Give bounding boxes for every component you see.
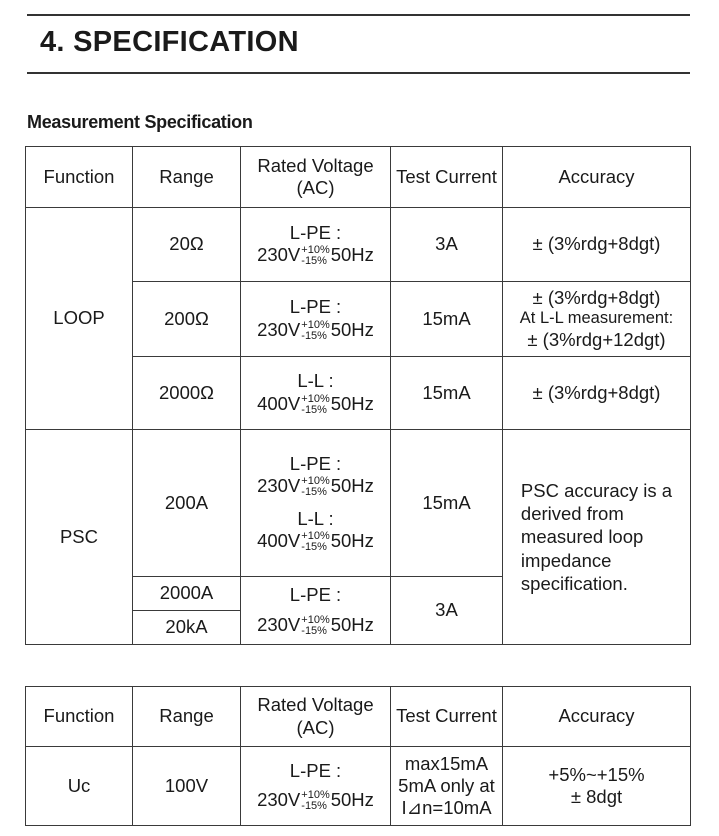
section-subtitle: Measurement Specification	[27, 112, 253, 132]
accuracy-line: ± (3%rdg+12dgt)	[527, 328, 666, 350]
range-cell: 2000A	[133, 577, 241, 611]
header-accuracy: Accuracy	[503, 147, 691, 208]
voltage-value: 230V +10% -15% 50Hz	[257, 474, 374, 498]
header-test-current: Test Current	[391, 687, 503, 747]
header-function: Function	[26, 147, 133, 208]
range-cell: 20kA	[133, 611, 241, 645]
rated-voltage-cell	[241, 430, 391, 577]
uc-spec-table	[25, 686, 691, 826]
range-cell: 100V	[133, 747, 241, 826]
header-rated-voltage: Rated Voltage (AC)	[241, 687, 391, 747]
accuracy-cell: ± (3%rdg+8dgt)	[503, 208, 691, 282]
accuracy-line: At L-L measurement:	[519, 309, 674, 328]
range-cell: 20Ω	[133, 208, 241, 282]
top-rule	[27, 14, 690, 16]
header-function: Function	[26, 687, 133, 747]
voltage-label: L-PE :	[289, 296, 342, 318]
voltage-label: L-L :	[297, 508, 334, 529]
voltage-value: 230V +10% -15% 50Hz	[257, 244, 374, 268]
test-current-cell: 15mA	[391, 430, 503, 577]
accuracy-line: ± 8dgt	[570, 786, 623, 807]
function-psc: PSC	[26, 430, 133, 645]
accuracy-line: +5%~+15%	[548, 763, 645, 785]
accuracy-cell	[503, 430, 691, 645]
header-test-current: Test Current	[391, 147, 503, 208]
rated-voltage-cell	[241, 747, 391, 826]
voltage-label: L-L :	[297, 370, 334, 392]
header-row	[26, 147, 691, 208]
function-uc: Uc	[26, 747, 133, 826]
range-cell: 200A	[133, 430, 241, 577]
current-line: max15mA	[404, 752, 489, 774]
measurement-spec-table	[25, 146, 691, 645]
voltage-value: 230V +10% -15% 50Hz	[257, 788, 374, 812]
rated-voltage-cell	[241, 208, 391, 282]
voltage-label: L-PE :	[289, 452, 342, 474]
current-line: 5mA only at	[398, 774, 495, 796]
function-loop: LOOP	[26, 208, 133, 430]
rated-voltage-cell	[241, 577, 391, 645]
range-cell: 2000Ω	[133, 357, 241, 430]
range-cell: 200Ω	[133, 282, 241, 357]
accuracy-cell	[503, 282, 691, 357]
current-line: I⊿n=10mA	[401, 797, 492, 819]
voltage-value: 400V +10% -15% 50Hz	[257, 530, 374, 554]
voltage-value: 230V +10% -15% 50Hz	[257, 614, 374, 638]
table-row	[26, 430, 691, 577]
rated-voltage-cell	[241, 282, 391, 357]
table-row	[26, 208, 691, 282]
accuracy-line: ± (3%rdg+8dgt)	[532, 286, 661, 308]
test-current-cell: 15mA	[391, 357, 503, 430]
accuracy-cell: ± (3%rdg+8dgt)	[503, 357, 691, 430]
test-current-cell: 15mA	[391, 282, 503, 357]
page-title: 4. SPECIFICATION	[40, 26, 299, 58]
psc-accuracy-text: PSC accuracy is a derived from measured loop impedance specification.	[520, 480, 673, 594]
test-current-cell: 3A	[391, 208, 503, 282]
header-row	[26, 687, 691, 747]
voltage-value: 230V +10% -15% 50Hz	[257, 318, 374, 342]
table-row	[26, 747, 691, 826]
test-current-cell	[391, 747, 503, 826]
header-range: Range	[133, 687, 241, 747]
voltage-label: L-PE :	[289, 583, 342, 605]
voltage-value: 400V +10% -15% 50Hz	[257, 392, 374, 416]
test-current-cell: 3A	[391, 577, 503, 645]
header-range: Range	[133, 147, 241, 208]
header-accuracy: Accuracy	[503, 687, 691, 747]
voltage-label: L-PE :	[289, 760, 342, 782]
header-rated-voltage: Rated Voltage (AC)	[241, 147, 391, 208]
accuracy-cell	[503, 747, 691, 826]
title-underline	[27, 72, 690, 74]
rated-voltage-cell	[241, 357, 391, 430]
voltage-label: L-PE :	[289, 221, 342, 243]
